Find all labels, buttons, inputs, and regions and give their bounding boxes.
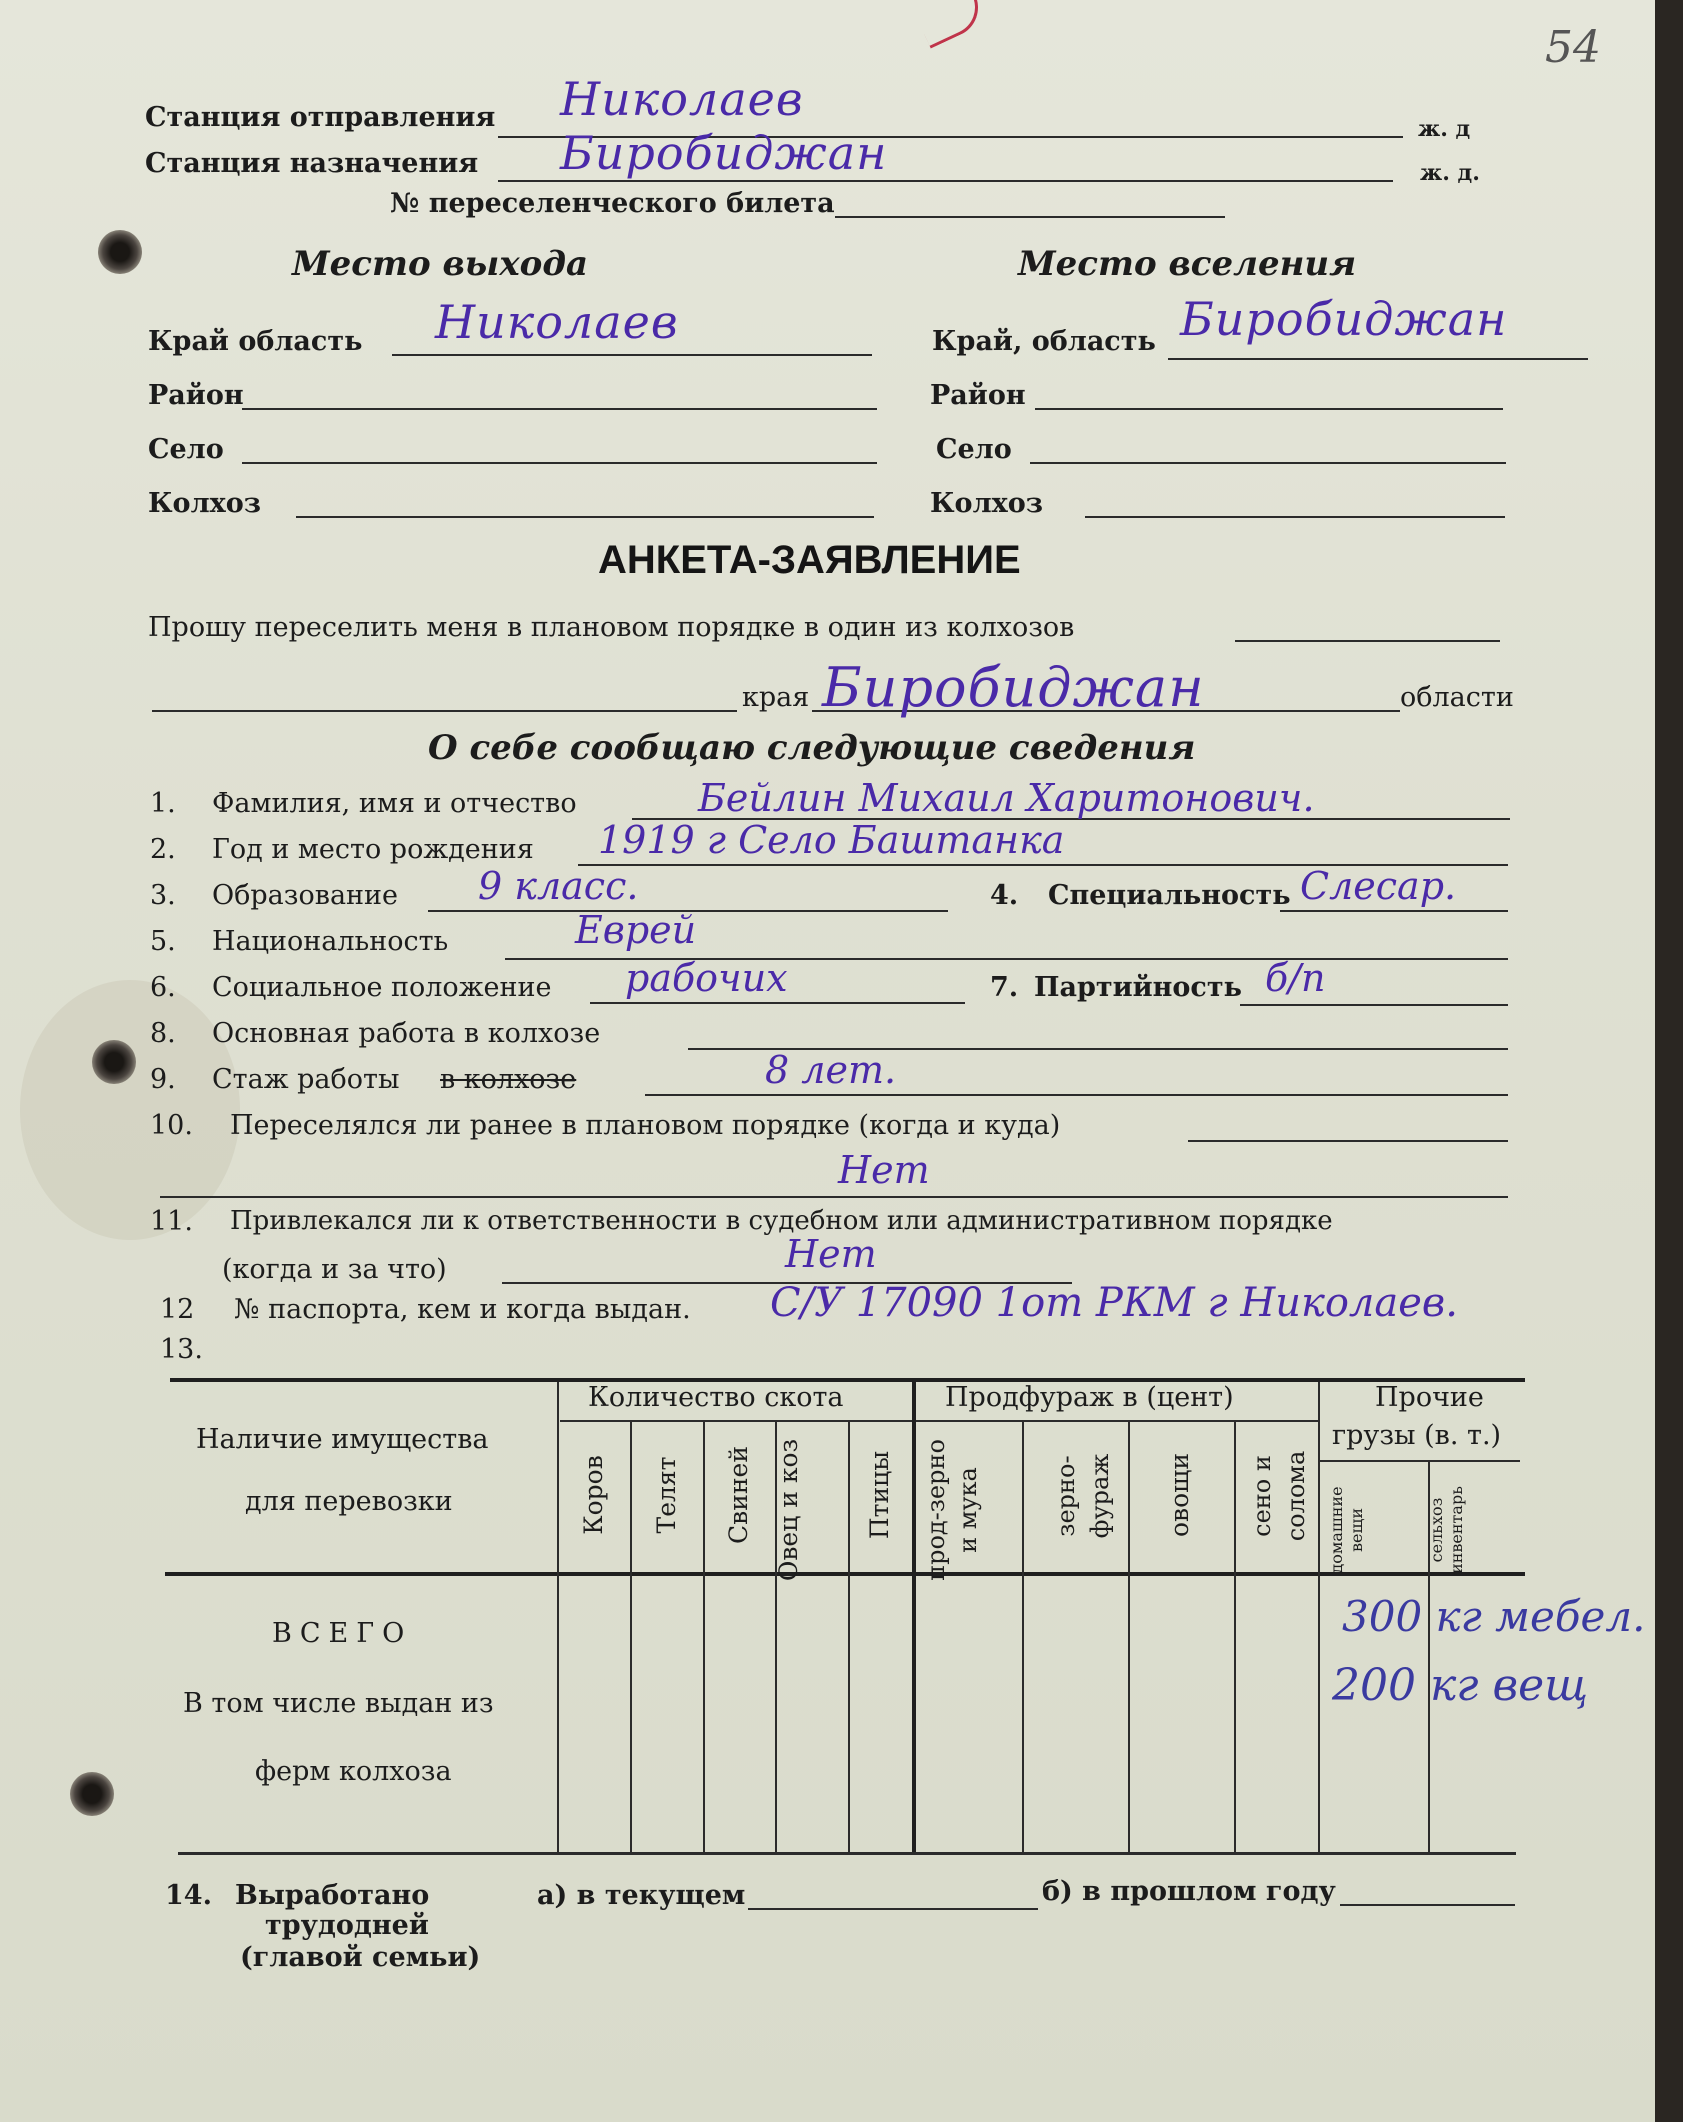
destination-village-label: Село (936, 434, 1012, 465)
origin-region-label: Край область (148, 326, 363, 357)
departure-station-value: Николаев (560, 72, 804, 126)
oblast-label: области (1400, 682, 1514, 713)
destination-region-label: Край, область (932, 326, 1156, 357)
specialty-line (1280, 910, 1508, 912)
specialty-value: Слесар. (1300, 864, 1457, 908)
table-col-divider (703, 1422, 705, 1852)
origin-region-line (392, 354, 872, 356)
row-sub-label-1: В том числе выдан из (183, 1688, 494, 1719)
table-group-divider (912, 1382, 916, 1852)
experience-line (645, 1094, 1508, 1096)
table-group-divider (1318, 1382, 1320, 1852)
current-year-label: а) в текущем (537, 1880, 746, 1911)
social-value: рабочих (625, 956, 788, 1000)
table-header-border (165, 1572, 1525, 1576)
col-sheep-goats: Овец и коз (774, 1438, 803, 1582)
main-work-label: Основная работа в колхозе (212, 1018, 601, 1049)
fullname-label: Фамилия, имя и отчество (212, 788, 577, 819)
col-household-goods: домашние вещи (1327, 1486, 1366, 1574)
destination-district-label: Район (930, 380, 1026, 411)
origin-district-label: Район (148, 380, 244, 411)
origin-kolkhoz-line (296, 516, 874, 518)
ticket-label: № переселенческого билета (390, 188, 835, 219)
experience-struck-text: в колхозе (440, 1064, 577, 1095)
rail-suffix: ж. д (1418, 116, 1471, 142)
birth-label: Год и место рождения (212, 834, 534, 865)
field-number: 7. (990, 972, 1019, 1003)
table-top-border (170, 1378, 1525, 1382)
field-number: 13. (160, 1334, 203, 1365)
property-header-1: Наличие имущества (196, 1424, 489, 1455)
workdays-label-3: (главой семьи) (240, 1942, 481, 1973)
table-col-divider (1022, 1422, 1024, 1852)
field-number: 1. (150, 788, 176, 819)
other-value-1: 300 кг мебел. (1342, 1592, 1646, 1641)
footer-number: 14. (165, 1880, 212, 1911)
resettled-label: Переселялся ли ранее в плановом порядке (когда и куда) (230, 1110, 1061, 1141)
field-number: 8. (150, 1018, 176, 1049)
social-line (590, 1002, 965, 1004)
field-number: 3. (150, 880, 176, 911)
request-line-2-blank (152, 710, 737, 712)
departure-station-label: Станция отправления (145, 102, 496, 133)
table-col-divider (1128, 1422, 1130, 1852)
nationality-value: Еврей (575, 908, 697, 952)
punch-hole (92, 1040, 136, 1084)
group-livestock: Количество скота (588, 1382, 844, 1413)
request-line-1-blank (1235, 640, 1500, 642)
origin-village-line (242, 462, 877, 464)
specialty-label: Специальность (1048, 880, 1291, 911)
col-poultry: Птицы (865, 1450, 894, 1540)
destination-heading: Место вселения (1018, 244, 1357, 284)
party-label: Партийность (1034, 972, 1242, 1003)
group-other-line (1320, 1460, 1520, 1462)
red-mark (915, 0, 988, 49)
other-value-2: 200 кг вещ (1332, 1660, 1589, 1711)
row-total-label: ВСЕГО (272, 1618, 413, 1649)
liability-label-2: (когда и за что) (222, 1254, 447, 1285)
destination-kolkhoz-label: Колхоз (930, 488, 1043, 519)
property-header-2: для перевозки (245, 1486, 453, 1517)
workdays-label-1: Выработано (235, 1880, 430, 1911)
form-title: АНКЕТА-ЗАЯВЛЕНИЕ (598, 538, 1021, 582)
origin-district-line (242, 408, 877, 410)
origin-village-label: Село (148, 434, 224, 465)
info-heading: О себе сообщаю следующие сведения (428, 728, 1196, 768)
col-farm-tools: сельхоз инвентарь (1427, 1486, 1466, 1574)
table-col-divider (1234, 1422, 1236, 1852)
page-number: 54 (1545, 22, 1601, 73)
punch-hole (70, 1772, 114, 1816)
resettled-line-2 (160, 1196, 1508, 1198)
liability-label: Привлекался ли к ответственности в судебном или административном порядке (230, 1206, 1333, 1236)
col-pigs: Свиней (724, 1446, 753, 1544)
origin-region-value: Николаев (435, 295, 679, 349)
destination-station-label: Станция назначения (145, 148, 479, 179)
resettled-line-1 (1188, 1140, 1508, 1142)
table-col-divider (848, 1422, 850, 1852)
destination-station-value: Биробиджан (560, 126, 888, 180)
origin-heading: Место выхода (292, 244, 589, 284)
destination-region-value: Биробиджан (1180, 292, 1508, 346)
rail-suffix: ж. д. (1420, 160, 1480, 186)
col-cows: Коров (579, 1455, 608, 1535)
social-label: Социальное положение (212, 972, 552, 1003)
field-number: 9. (150, 1064, 176, 1095)
education-label: Образование (212, 880, 399, 911)
row-sub-label-2: ферм колхоза (255, 1756, 452, 1787)
col-grain-flour: прод-зерно и мука (922, 1439, 982, 1581)
education-value: 9 класс. (478, 864, 639, 908)
col-hay-straw: сено и солома (1248, 1450, 1310, 1542)
field-number: 5. (150, 926, 176, 957)
passport-value: С/У 17090 1от РКМ г Николаев. (770, 1280, 1458, 1326)
fullname-value: Бейлин Михаил Харитонович. (698, 776, 1315, 820)
col-fodder-grain: зерно-фураж (1052, 1453, 1114, 1539)
field-number: 4. (990, 880, 1019, 911)
ticket-line (835, 216, 1225, 218)
experience-value: 8 лет. (765, 1048, 897, 1092)
paper-stain (20, 980, 240, 1240)
field-number: 12 (160, 1294, 195, 1325)
group-other-2: грузы (в. т.) (1332, 1420, 1502, 1451)
request-line-1: Прошу переселить меня в плановом порядке в один из колхозов (148, 612, 1075, 643)
col-vegetables: овощи (1165, 1452, 1194, 1538)
field-number: 6. (150, 972, 176, 1003)
party-value: б/п (1265, 956, 1326, 1000)
destination-village-line (1030, 462, 1506, 464)
current-year-line (748, 1908, 1038, 1910)
group-other-1: Прочие (1375, 1382, 1484, 1413)
field-number: 11. (150, 1206, 193, 1237)
liability-value: Нет (785, 1232, 877, 1276)
resettled-value: Нет (838, 1148, 930, 1192)
field-number: 10. (150, 1110, 193, 1141)
group-livestock-line (560, 1420, 912, 1422)
destination-district-line (1035, 408, 1503, 410)
table-bottom-border (178, 1852, 1516, 1855)
last-year-line (1340, 1904, 1515, 1906)
punch-hole (98, 230, 142, 274)
birth-value: 1919 г Село Баштанка (598, 818, 1065, 862)
kraya-value: Биробиджан (822, 656, 1205, 719)
nationality-label: Национальность (212, 926, 449, 957)
party-line (1240, 1004, 1508, 1006)
group-fodder: Продфураж в (цент) (945, 1382, 1234, 1413)
field-number: 2. (150, 834, 176, 865)
table-col-divider (630, 1422, 632, 1852)
col-calves: Телят (652, 1456, 681, 1534)
experience-label: Стаж работы (212, 1064, 400, 1095)
destination-region-line (1168, 358, 1588, 360)
kraya-label: края (742, 682, 810, 713)
destination-kolkhoz-line (1085, 516, 1505, 518)
destination-station-line (498, 180, 1393, 182)
table-col-divider (557, 1382, 559, 1852)
passport-label: № паспорта, кем и когда выдан. (234, 1294, 691, 1325)
origin-kolkhoz-label: Колхоз (148, 488, 261, 519)
workdays-label-2: трудодней (265, 1910, 429, 1941)
last-year-label: б) в прошлом году (1042, 1876, 1336, 1907)
